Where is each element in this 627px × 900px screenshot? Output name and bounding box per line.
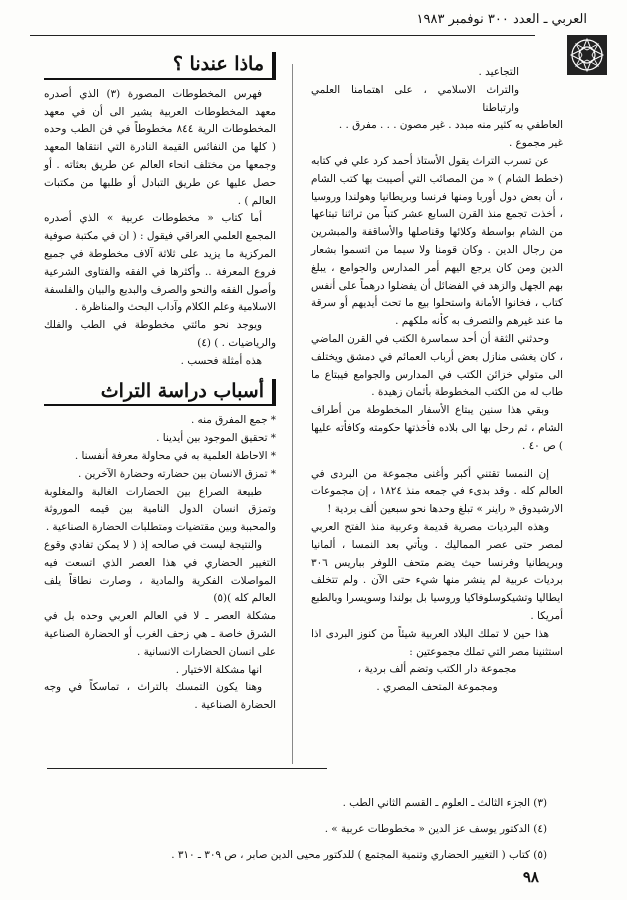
paragraph: غير مجموع .: [508, 137, 563, 150]
paragraph: فهرس المخطوطات المصورة (٣) الذي أصدره معهد المخطوطات العربية يشير الى أن في معهد المخطوطات الرية ٨٤٤ مخطوطاً في فن الطب وحده ( كلها من النفائس القيمة النادرة التي انتقاها المعهد وجمعها من مختلف انحاء العالم عن طريق بعثاته . أو حصل عليها عن طريق التبادل أو طلبها من مكتبات العالم ) .: [44, 87, 276, 207]
paragraph: عن تسرب التراث يقول الأستاذ أحمد كرد علي في كتابه (خطط الشام ) « من المصائب التي أصيبت بها كتب الشام ، أن بعض دول أوربا ومنها فرنسا وبريطانيا وهولندا وروسيا ، أخذت تجمع منذ القرن السابع عشر كتباً من تراثنا تبتاعها من الشام بواسطة وكلائها وقناصلها والأساقفة والمبشرين من رجال الدين . وكان قومنا ولا سيما من اتسموا بشعار الدين ومن كان يرجع اليهم أمر المدارس والجوامع ، يبلغ بهم الجهل والزهد في الفضائل أن يفضلوا درهماً على أنفس كتاب ، فخانوا الأمانة واستحلوا بيع ما تحت أيديهم أو سرقة ما عند غيرهم والتصرف به كأنه ملكهم .: [311, 154, 563, 328]
paragraph: هذا حين لا تملك البلاد العربية شيئاً من كنوز البردى اذا استثنينا مصر التي تملك مجموعتين :: [311, 627, 563, 658]
section-heading: ماذا عندنا ؟: [44, 52, 276, 80]
paragraph: أما كتاب « مخطوطات عربية » الذي أصدره المجمع العلمي العراقي فيقول : ( ان في مكتبة صوفية المركزية ما يزيد على ثلاثة آلاف مخطوطة في جميع فروع المعرفة .. وأكثرها في الفقه والفتاوى الشرعية وأصول الفقه والنحو والصرف والبديع والبيان والفلسفة الاسلامية وعلم الكلام وآداب البحث والمناظرة .: [44, 212, 276, 314]
footnote: (٥) كتاب ( التغيير الحضاري وتنمية المجتمع ) للدكتور محيى الدين صابر ، ص ٣٠٩ ـ ٣١٠ .: [171, 849, 547, 861]
footnote-rule: [47, 768, 327, 769]
footnote: (٣) الجزء الثالث ـ العلوم ـ القسم الثاني الطب .: [342, 797, 547, 809]
page-number: ٩٨: [522, 868, 539, 886]
paragraph: إن النمسا تقتني أكبر وأغنى مجموعة من البردى في العالم كله . وقد بدىء في جمعه منذ ١٨٢٤ ، إن مجموعات الارشيدوق « راينر » تبلغ وحدها نحو سبعين ألف بردية !: [311, 467, 563, 516]
top-rule: [30, 35, 535, 36]
paragraph: هذه أمثلة فحسب .: [180, 354, 262, 367]
paragraph: ويوجد نحو مائتي مخطوطة في الطب والفلك والرياضيات . ) (٤): [44, 319, 276, 349]
paragraph: والنتيجة ليست في صالحه إذ ( لا يمكن تفادي وقوع التغيير الحضاري في هذا العصر الذي اتسعت فيه المواصلات الفكرية والمادية ، وصارت نطاقاً يلف العالم كله )(٥): [44, 538, 276, 605]
running-head: العربي ـ العدد ٣٠٠ نوفمبر ١٩٨٣: [416, 12, 587, 27]
paragraph: التجاعيد .: [478, 66, 519, 78]
column-divider: [292, 64, 293, 764]
paragraph: انها مشكلة الاختيار .: [175, 663, 262, 676]
section-heading: أسباب دراسة التراث: [44, 379, 276, 407]
left-column: [44, 52, 276, 715]
list-item: * جمع المفرق منه .: [190, 414, 276, 427]
right-column: [311, 64, 563, 697]
list-item: ومجموعة المتحف المصري .: [376, 681, 498, 694]
paragraph: وحدثني الثقة أن أحد سماسرة الكتب في القرن الماضي ، كان يغشى منازل بعض أرباب العمائم في دمشق ويختلف الى متولي خزائن الكتب في المدارس والجوامع فيبتاع ما طاب له من الكتب المخطوطة بأثمان زهيدة .: [311, 332, 563, 399]
list-item: * تمزق الانسان بين حضارته وحضارة الآخرين .: [78, 467, 276, 480]
paragraph: وهذه البرديات مصرية قديمة وعربية منذ الفتح العربي لمصر حتى عصر المماليك . ويأتي بعد النمسا ، ألمانيا وبريطانيا وفرنسا حيث يضم متحف اللوفر بباريس ٣٠٦ برديات عربية لم ينشر منها شيء حتى الآن . ولم تتخلف ايطاليا وتشيكوسلوفاكيا وروسيا بل بولندا وسويسرا وبالطبع أمريكا .: [311, 520, 563, 622]
list-item: مجموعة دار الكتب وتضم ألف بردية ،: [357, 663, 517, 676]
paragraph: وبقي هذا سنين يبتاع الأسفار المخطوطة من أطراف الشام ، ثم رحل بها الى بلاده فأخذتها حكومته وكافأته عليها ) ص ٤٠ .: [311, 404, 563, 452]
paragraph: العاطفي به كثير منه مبدد . غير مصون . . . مفرق . .: [338, 119, 563, 132]
paragraph: طبيعة الصراع بين الحضارات الغالبة والمغلوبة وتمزق انسان الدول النامية بين قيمه الموروثة والمحببة وبين مقتضيات ومتطلبات الحضارة الصناعية .: [44, 485, 276, 534]
paragraph: والتراث الاسلامي ، على اهتمامنا العلمي وارتباطنا: [311, 83, 519, 114]
paragraph: وهنا يكون التمسك بالتراث ، تماسكاً في وجه الحضارة الصناعية .: [44, 681, 276, 712]
list-item: * تحقيق الموجود بين أيدينا .: [156, 432, 276, 445]
footnote: (٤) الدكتور يوسف عز الدين « مخطوطات عربية » .: [324, 823, 547, 835]
paragraph: مشكلة العصر ـ لا في العالم العربي وحده بل في الشرق خاصة ـ هي زحف الغرب أو الحضارة الصناعية على انسان الحضارات الانسانية .: [44, 610, 276, 658]
footnotes: [47, 790, 547, 868]
list-item: * الاحاطة العلمية به في محاولة معرفة أنفسنا .: [74, 449, 276, 462]
arabesque-ornament-icon: [567, 35, 607, 75]
